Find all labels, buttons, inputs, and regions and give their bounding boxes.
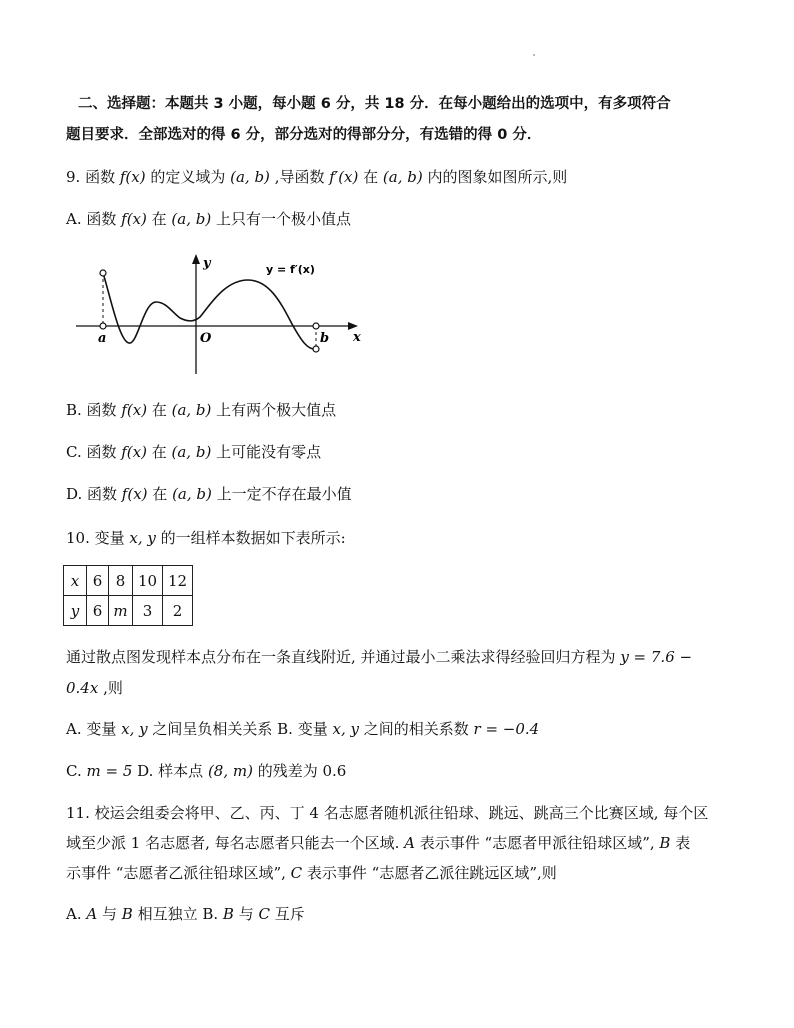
option-text: 与 <box>97 905 122 923</box>
option-text: 相互独立 B. <box>132 905 223 923</box>
event-a: A <box>404 834 415 852</box>
option-text: 上一定不存在最小值 <box>211 485 352 503</box>
q11-options-ab <box>66 903 305 925</box>
q11-line2 <box>66 832 690 854</box>
scan-speck <box>533 54 535 56</box>
table-cell: x <box>64 566 87 596</box>
option-text: C. 函数 <box>66 443 122 461</box>
q10-equation: 0.4x <box>66 679 99 697</box>
option-text: 的残差为 0.6 <box>252 762 347 780</box>
q11-text: 示事件 “志愿者乙派往铅球区域”, <box>66 864 291 882</box>
q9-stem-text: 内的图象如图所示,则 <box>422 168 568 186</box>
option-math: f(x) <box>121 485 148 503</box>
q10-stem-text: 的一组样本数据如下表所示: <box>155 529 346 547</box>
event-b: B <box>121 905 133 923</box>
y-axis-arrow <box>192 254 200 264</box>
table-row <box>64 566 193 596</box>
option-math: x, y <box>332 720 359 738</box>
option-text: D. 函数 <box>66 485 122 503</box>
q10-variables: x, y <box>129 529 156 547</box>
option-math: (a, b) <box>171 210 212 228</box>
x-axis-arrow <box>348 322 358 330</box>
endpoint-a-axis <box>100 323 106 329</box>
q9-stem-text: 在 <box>358 168 383 186</box>
option-text: 与 <box>233 905 259 923</box>
option-math: (8, m) <box>207 762 253 780</box>
q10-text: ,则 <box>98 679 123 697</box>
y-label: y <box>203 256 211 271</box>
option-text: 互斥 <box>269 905 305 923</box>
option-math: (a, b) <box>172 485 212 503</box>
derivative-graph <box>70 250 370 380</box>
q9-stem-text: 9. 函数 <box>66 168 120 186</box>
endpoint-a-top <box>100 270 106 276</box>
option-text: 在 <box>147 485 173 503</box>
q10-text: 通过散点图发现样本点分布在一条直线附近, 并通过最小二乘法求得经验回归方程为 <box>66 648 621 666</box>
option-math: m = 5 <box>86 762 133 780</box>
q10-stem-text: 10. 变量 <box>66 529 130 547</box>
q9-option-b <box>66 399 336 421</box>
option-text: 之间的相关系数 <box>358 720 474 738</box>
table-cell: 10 <box>133 566 163 596</box>
q10-equation: y = 7.6 − <box>620 648 693 666</box>
endpoint-b-bottom <box>313 346 319 352</box>
endpoint-b-axis <box>313 323 319 329</box>
option-text: 上可能没有零点 <box>211 443 322 461</box>
option-text: 在 <box>147 401 172 419</box>
option-text: A. 函数 <box>66 210 122 228</box>
curve-label: y = f′(x) <box>266 263 315 276</box>
q11-text: 表示事件 “志愿者甲派往铅球区域”, <box>415 834 660 852</box>
table-cell: 6 <box>87 596 109 626</box>
option-text: B. 函数 <box>66 401 122 419</box>
q11-line1: 11. 校运会组委会将甲、乙、丙、丁 4 名志愿者随机派往铅球、跳远、跳高三个比赛区域, 每个区 <box>66 804 709 822</box>
q9-stem-text: ,导函数 <box>269 168 330 186</box>
event-a: A <box>86 905 98 923</box>
q9-interval: (a, b) <box>382 168 423 186</box>
q10-text-line1 <box>66 646 692 668</box>
q10-options-cd <box>66 760 346 782</box>
event-c: C <box>290 864 303 882</box>
table-cell: m <box>109 596 133 626</box>
option-text: C. <box>66 762 87 780</box>
event-c: C <box>258 905 270 923</box>
option-math: f(x) <box>121 210 147 228</box>
x-label: x <box>353 330 361 345</box>
option-math: (a, b) <box>171 443 212 461</box>
q9-option-c <box>66 441 321 463</box>
option-text: A. <box>66 905 87 923</box>
event-b: B <box>222 905 234 923</box>
q10-options-ab <box>66 718 539 740</box>
event-b: B <box>659 834 671 852</box>
q9-fx: f(x) <box>119 168 146 186</box>
table-cell: 2 <box>163 596 193 626</box>
q11-text: 域至少派 1 名志愿者, 每名志愿者只能去一个区域. <box>66 834 405 852</box>
q9-interval: (a, b) <box>230 168 270 186</box>
origin-label: O <box>200 331 212 346</box>
q10-stem <box>66 527 346 549</box>
q9-option-d <box>66 483 352 505</box>
sample-data-table <box>63 565 193 626</box>
option-text: 在 <box>146 210 172 228</box>
q11-line3 <box>66 862 557 884</box>
option-math: f(x) <box>121 401 148 419</box>
section-heading-line1: 二、选择题：本题共 3 小题，每小题 6 分，共 18 分．在每小题给出的选项中，有多项符合 <box>78 96 671 112</box>
table-cell: 8 <box>109 566 133 596</box>
option-math: x, y <box>121 720 148 738</box>
option-text: 上有两个极大值点 <box>211 401 337 419</box>
option-text: 上只有一个极小值点 <box>211 210 351 228</box>
section-heading-line2: 题目要求．全部选对的得 6 分，部分选对的得部分分，有选错的得 0 分． <box>66 127 542 143</box>
table-row <box>64 596 193 626</box>
option-math: (a, b) <box>171 401 212 419</box>
option-text: A. 变量 <box>66 720 122 738</box>
q9-option-a <box>66 208 351 230</box>
q11-text: 表示事件 “志愿者乙派往跳远区域”,则 <box>302 864 557 882</box>
a-label: a <box>98 331 107 346</box>
q9-stem <box>66 166 567 188</box>
table-cell: 12 <box>163 566 193 596</box>
q9-derivative: f′(x) <box>329 168 359 186</box>
q9-stem-text: 的定义域为 <box>145 168 231 186</box>
table-cell: 3 <box>133 596 163 626</box>
table-cell: 6 <box>87 566 109 596</box>
option-text: 之间呈负相关关系 B. 变量 <box>147 720 333 738</box>
q10-text-line2 <box>66 677 123 699</box>
option-math: r = −0.4 <box>473 720 540 738</box>
q11-text: 表 <box>670 834 691 852</box>
table-cell: y <box>64 596 87 626</box>
option-text: D. 样本点 <box>132 762 208 780</box>
option-text: 在 <box>146 443 172 461</box>
b-label: b <box>320 331 330 346</box>
option-math: f(x) <box>121 443 147 461</box>
